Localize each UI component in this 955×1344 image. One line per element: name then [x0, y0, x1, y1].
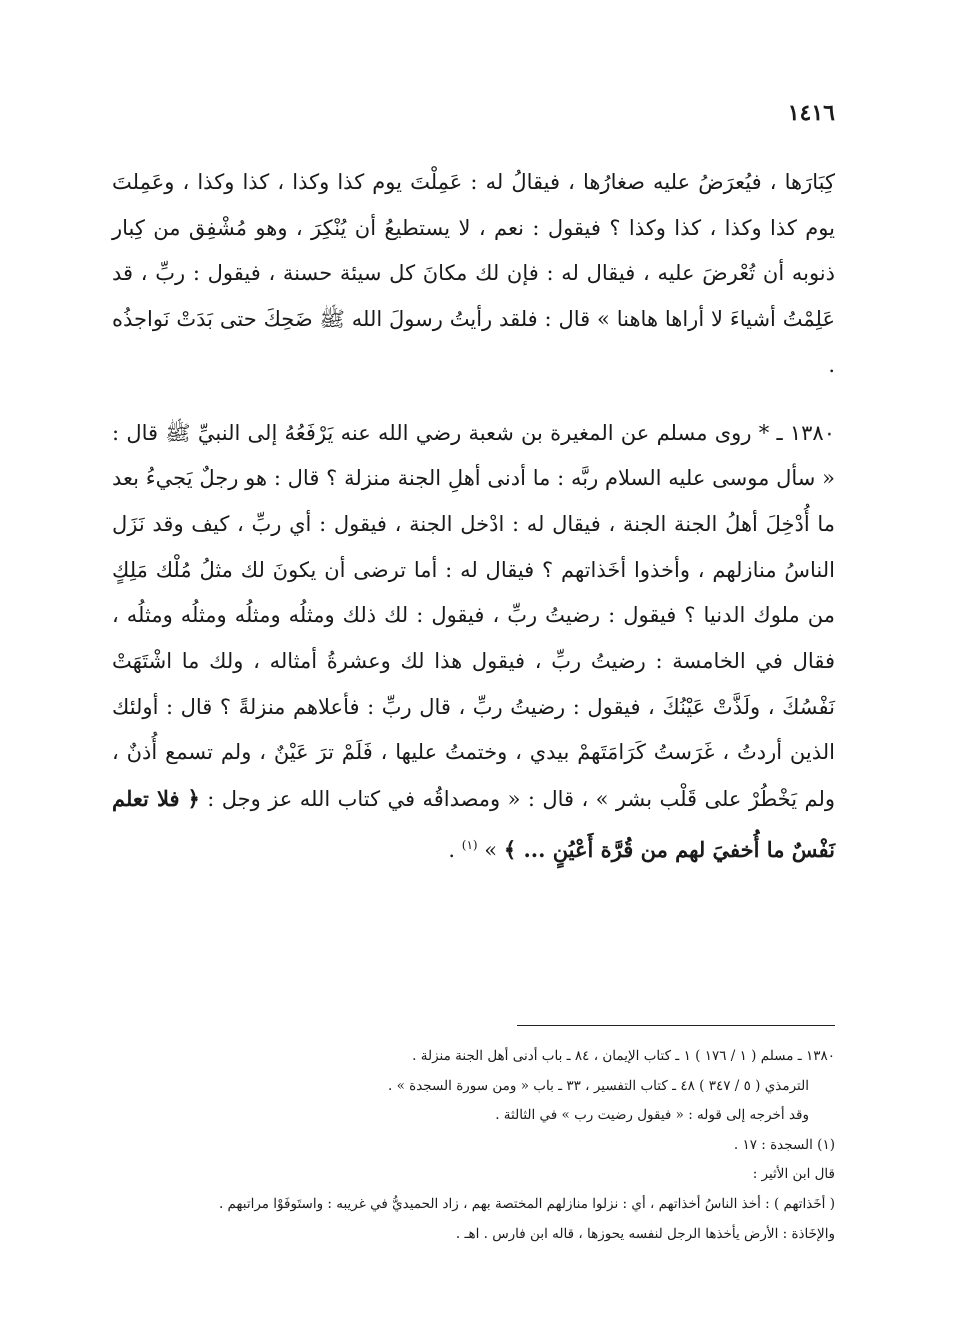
main-text [112, 160, 835, 874]
footnote-line: وقد أخرجه إلى قوله : « فيقول رضيت رب » في الثالثة . [495, 1107, 809, 1124]
footnote-line: ( أخَذاتهم ) : أخذ الناسُ أخذاتهم ، أي : نزلوا منازلهم المختصة بهم ، زاد الحميديُّ في غريبه : واستَوفَوْا مراتبهم . [218, 1195, 835, 1212]
hadith-1380 [112, 411, 835, 874]
quote-close: » [484, 837, 504, 862]
footnote-line: ١٣٨٠ ـ مسلم ( ١ / ١٧٦ ) ١ ـ كتاب الإيمان ، ٨٤ ـ باب أدنى أهل الجنة منزلة . [412, 1048, 835, 1064]
footnote-line: والإخَاذة : الأرض يأخذها الرجل لنفسه يحوزها ، قاله ابن فارس . اهـ . [455, 1225, 835, 1242]
quran-verse: ﴿ فلا تعلم نَفْسٌ ما أُخفيَ لهم من قُرَّة أَعْيُنٍ ... ﴾ [112, 786, 835, 862]
footnote-line: الترمذي ( ٥ / ٣٤٧ ) ٤٨ ـ كتاب التفسير ، ٣٣ ـ باب « ومن سورة السجدة » . [388, 1077, 809, 1094]
paragraph-end: . [448, 837, 462, 862]
footnote-separator [517, 1025, 835, 1026]
hadith-text: ١٣٨٠ ـ * روى مسلم عن المغيرة بن شعبة رضي الله عنه يَرْفَعُهُ إلى النبيِّ ﷺ قال : « سأل موسى عليه السلام ربَّه : ما أدنى أهلِ الجنة منزلة ؟ قال : هو رجلٌ يَجيءُ بعد ما أُدْخِلَ أهلُ الجنة الجنة ، فيقال له : ادْخل الجنة ، فيقول : أي ربِّ ، كيف وقد نَزَل الناسُ منازلهم ، وأخذوا أخَذاتهم ؟ فيقال له : أما ترضى أن يكونَ لك مثلُ مُلْك مَلِكٍ من ملوك الدنيا ؟ فيقول : رضيتُ ربِّ ، فيقول : لك ذلك ومثلُه ومثلُه ومثلُه ومثلُه ، فقال في الخامسة : رضيتُ ربِّ ، فيقول هذا لك وعشرةُ أمثاله ، ولك ما اشْتَهَتْ نَفْسُكَ ، ولَذَّتْ عَيْنُكَ ، فيقول : رضيتُ ربِّ ، قال ربِّ : فأعلاهم منزلةً ؟ قال : أولئك الذين أردتُ ، غَرَستُ كَرَامَتَهمْ بيدي ، وختمتُ عليها ، فَلَمْ ترَ عَيْنٌ ، ولم تسمع أُذنٌ ، ولم يَخْطُرْ على قَلْب بشر » ، قال : « ومصداقُه في كتاب الله عز وجل : [112, 420, 835, 812]
footnote-line: قال ابن الأثير : [752, 1166, 835, 1183]
footnotes [112, 1042, 835, 1249]
paragraph-continuation: كِبَارَها ، فيُعرَضُ عليه صغارُها ، فيقالُ له : عَمِلْتَ يوم كذا وكذا ، كذا وكذا ، وعَمِلتَ يوم كذا وكذا ، كذا وكذا ؟ فيقول : نعم ، لا يستطيعُ أن يُنْكِرَ ، وهو مُشْفِق من كِبار ذنوبه أن تُعْرضَ عليه ، فيقال له : فإن لك مكانَ كل سيئة حسنة ، فيقول : ربِّ ، قد عَلِمْتُ أشياءَ لا أراها هاهنا » قال : فلقد رأيتُ رسولَ الله ﷺ ضَحِكَ حتى بَدَتْ نَواجذُه . [112, 170, 835, 377]
footnote-line: (١) السجدة : ١٧ . [733, 1136, 835, 1153]
footnote-marker: (١) [461, 837, 478, 852]
page-number: ١٤١٦ [787, 100, 835, 126]
